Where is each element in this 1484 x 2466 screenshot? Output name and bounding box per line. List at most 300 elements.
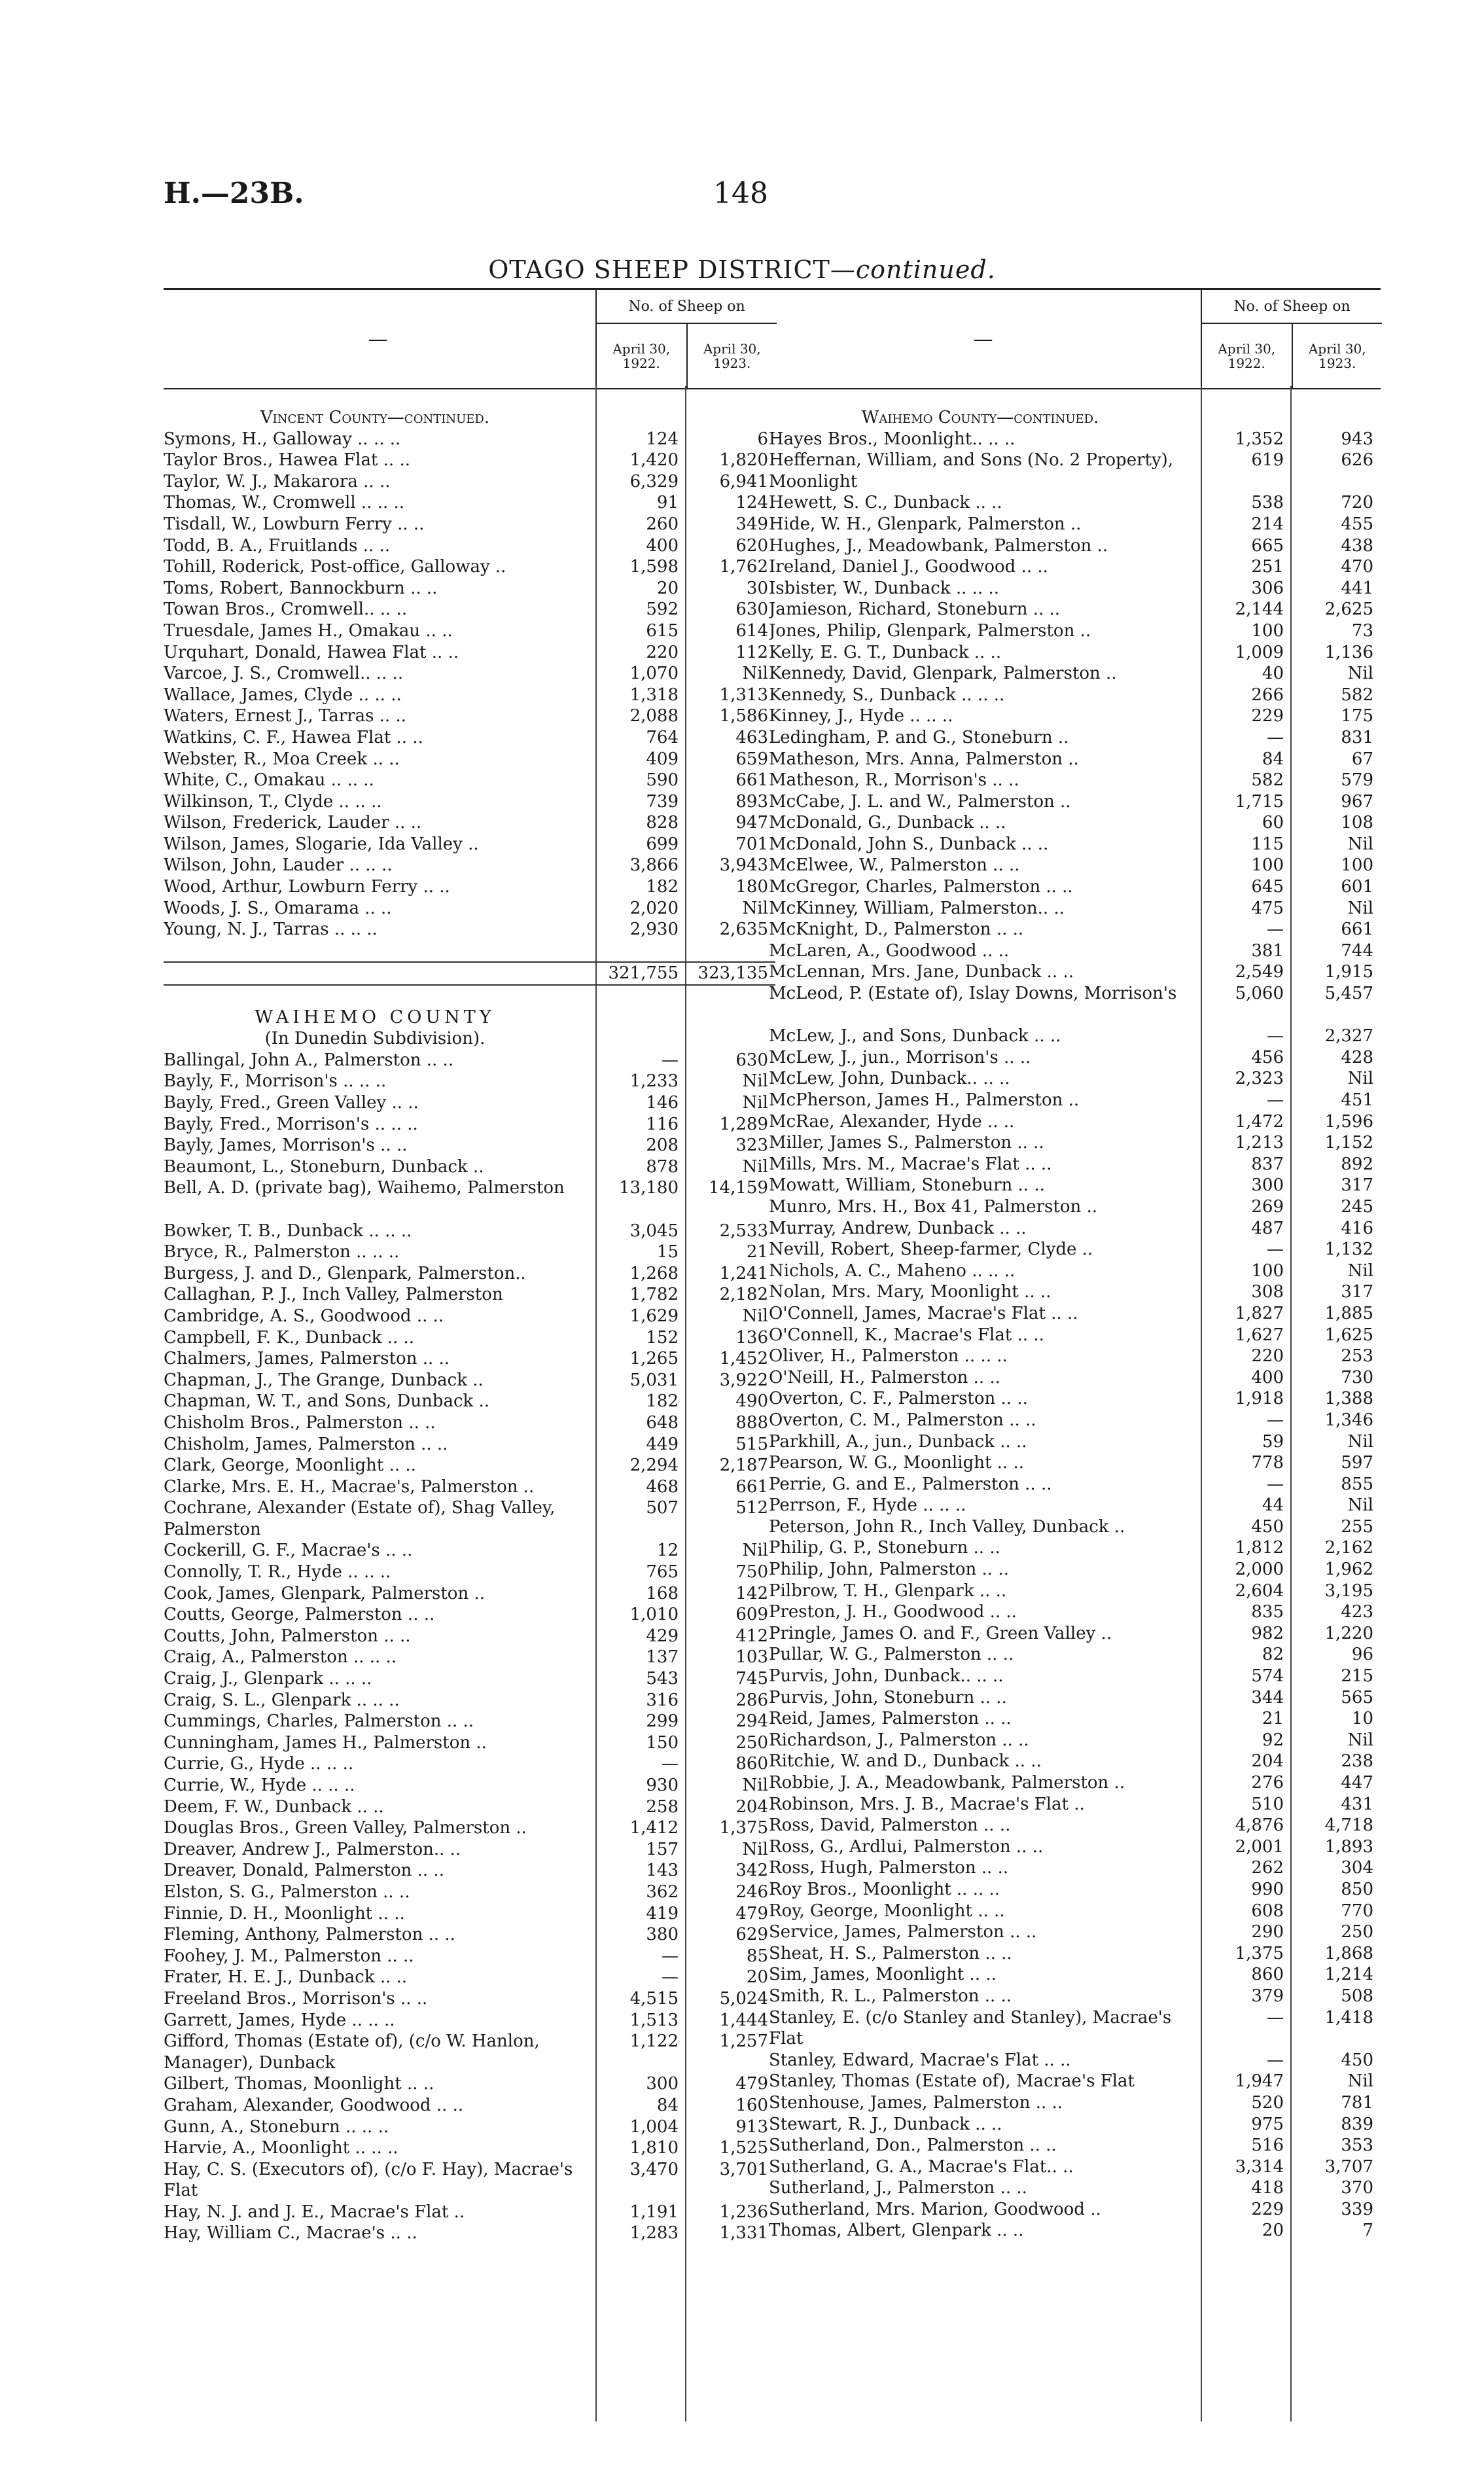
sheep-count-1922: 260 [646, 514, 679, 534]
table-row [164, 834, 775, 855]
sheep-count-1922: 381 [1251, 940, 1284, 961]
sheep-count-1923: 3,922 [719, 1370, 768, 1390]
sheep-count-1923: 245 [1341, 1196, 1373, 1217]
table-row [769, 1410, 1381, 1431]
sheep-count-1922: 1,627 [1235, 1325, 1284, 1345]
table-row [164, 1476, 775, 1498]
sheep-count-1923: Nil [1347, 1431, 1373, 1452]
table-row [769, 642, 1381, 664]
owner-name: Stanley, Thomas (Estate of), Macrae's Flat [769, 2071, 1135, 2092]
sheep-count-1923: 124 [735, 493, 768, 513]
owner-name: Nolan, Mrs. Mary, Moonlight .. .. [769, 1282, 1051, 1302]
table-row [769, 898, 1381, 920]
header-name-column: — [973, 327, 993, 351]
table-row [769, 1388, 1381, 1410]
sheep-count-1922: 645 [1251, 877, 1284, 897]
table-row [164, 1732, 775, 1754]
sheep-count-1922: 20 [656, 578, 679, 598]
table-row [164, 620, 775, 642]
sheep-count-1922: 1,918 [1235, 1389, 1284, 1409]
table-row [769, 556, 1381, 578]
sheep-count-1923 [685, 940, 775, 962]
section-heading [769, 407, 1381, 429]
sheep-count-1922: 1,010 [629, 1605, 679, 1625]
sheep-count-1922: 450 [1251, 1516, 1284, 1537]
sheep-count-1923: 1,962 [1324, 1560, 1373, 1580]
owner-name: Kelly, E. G. T., Dunback .. .. [769, 642, 1002, 662]
sheep-count-1923: 1,525 [719, 2138, 768, 2158]
sheep-count-1922: 2,000 [1235, 1560, 1284, 1580]
sheep-count-1922: 1,629 [629, 1306, 679, 1326]
sheep-count-1923: 317 [1341, 1175, 1373, 1196]
owner-name: Gunn, A., Stoneburn .. .. .. [164, 2117, 389, 2137]
owner-name: Bayly, Fred., Morrison's .. .. .. [164, 1114, 418, 1134]
sheep-count-1922: 276 [1251, 1773, 1284, 1793]
table-row [769, 983, 1381, 1026]
owner-name: Gilbert, Thomas, Moonlight .. .. [164, 2074, 434, 2094]
sheep-count-1923: 661 [1341, 920, 1373, 940]
owner-name: McDonald, John S., Dunback .. .. [769, 834, 1049, 854]
table-row [769, 1281, 1381, 1303]
table-row [164, 535, 775, 557]
header-sheep-group [1201, 290, 1382, 388]
owner-name: Urquhart, Donald, Hawea Flat .. .. [164, 642, 459, 662]
sheep-count-1923: 1,885 [1324, 1303, 1373, 1323]
table-row [769, 514, 1381, 535]
sheep-count-1923: Nil [1347, 898, 1373, 918]
table-row [769, 1303, 1381, 1325]
owner-name: Ledingham, P. and G., Stoneburn .. [769, 727, 1069, 747]
table-row [164, 749, 775, 770]
table-row [164, 642, 775, 664]
sheep-count-1923: 614 [735, 620, 768, 641]
table-row [769, 1239, 1381, 1260]
table-row [164, 492, 775, 514]
owner-name: Vincent County—continued. [260, 408, 490, 427]
sheep-count-1922: 251 [1251, 557, 1284, 577]
sheep-count-1922: 543 [646, 1669, 679, 1689]
sheep-count-1923: Nil [742, 1156, 768, 1177]
sheep-count-1923: 112 [735, 642, 768, 662]
sheep-count-1922: 878 [646, 1156, 679, 1177]
sheep-count-1922: 84 [1262, 749, 1284, 769]
sheep-count-1923: 246 [735, 1882, 768, 1902]
owner-name: Heffernan, William, and Sons (No. 2 Property), Moonlight [769, 450, 1174, 491]
left-table [164, 288, 775, 2421]
sheep-count-1922: 150 [646, 1732, 679, 1753]
sheep-count-1922: 21 [1262, 1709, 1284, 1729]
owner-name: Purvis, John, Stoneburn .. .. [769, 1687, 1007, 1707]
owner-name: Hide, W. H., Glenpark, Palmerston .. [769, 514, 1082, 534]
sheep-count-1922: 1,715 [1235, 791, 1284, 812]
owner-name: Peterson, John R., Inch Valley, Dunback .. [769, 1516, 1125, 1537]
sheep-count-1922: 520 [1251, 2092, 1284, 2113]
sheep-count-1923: Nil [742, 1839, 768, 1859]
owner-name: Smith, R. L., Palmerston .. .. [769, 1986, 1012, 2006]
owner-name: Cockerill, G. F., Macrae's .. .. [164, 1541, 413, 1561]
table-row [769, 1879, 1381, 1901]
sheep-count-1923: 6,941 [719, 471, 768, 491]
table-row [164, 706, 775, 727]
table-row [769, 727, 1381, 749]
owner-name: Dreaver, Donald, Palmerston .. .. [164, 1861, 444, 1881]
owner-name: Craig, S. L., Glenpark .. .. .. [164, 1690, 400, 1710]
owner-name: Waihemo County—continued. [861, 408, 1099, 427]
sheep-count-1923: 353 [1341, 2135, 1373, 2156]
table-row [164, 1946, 775, 1967]
table-row [164, 1882, 775, 1903]
sheep-count-1923: 323,135 [698, 963, 768, 984]
table-row [164, 1497, 775, 1540]
owner-name: Mowatt, William, Stoneburn .. .. [769, 1175, 1045, 1196]
sheep-count-1923: 339 [1341, 2199, 1373, 2219]
sheep-count-1922: 665 [1251, 535, 1284, 556]
table-row [164, 1327, 775, 1349]
owner-name: Garrett, James, Hyde .. .. .. [164, 2010, 395, 2030]
table-row [164, 1455, 775, 1476]
sheep-count-1922: 3,866 [629, 855, 679, 876]
sheep-count-1922: — [662, 1967, 679, 1988]
page-title [0, 255, 1484, 284]
table-row [164, 2073, 775, 2095]
sheep-count-1922: 1,513 [629, 2010, 679, 2030]
sheep-count-1923: 1,257 [719, 2031, 768, 2052]
sheep-count-1923: 1,452 [719, 1349, 768, 1369]
sheep-count-1923: 20 [746, 1967, 768, 1988]
sheep-count-1923 [685, 407, 775, 429]
table-row [164, 2031, 775, 2073]
sheep-count-1922: 1,318 [629, 685, 679, 705]
sheep-count-1923: 855 [1341, 1474, 1373, 1494]
owner-name: Hay, William C., Macrae's .. .. [164, 2223, 417, 2243]
owner-name: McLew, J., and Sons, Dunback .. .. [769, 1026, 1061, 1046]
sheep-count-1922: 418 [1251, 2178, 1284, 2198]
owner-name [164, 986, 595, 1007]
owner-name: Kinney, J., Hyde .. .. .. [769, 706, 953, 726]
sheep-count-1923: 1,418 [1324, 2007, 1373, 2028]
sheep-count-1923: 1,236 [719, 2202, 768, 2222]
sheep-count-1923: 455 [1341, 514, 1373, 534]
sheep-count-1923: 412 [735, 1626, 768, 1646]
table-row [769, 961, 1381, 983]
sheep-count-1922: 214 [1251, 514, 1284, 534]
owner-name: Coutts, John, Palmerston .. .. [164, 1626, 411, 1646]
sheep-count-1922: 574 [1251, 1666, 1284, 1687]
sheep-count-1923: 250 [1341, 1922, 1373, 1942]
sheep-count-1922: 419 [646, 1903, 679, 1923]
table-body [769, 407, 1381, 2242]
sheep-count-1923: 2,635 [719, 920, 768, 940]
sheep-count-1922: 475 [1251, 898, 1284, 918]
owner-name: Deem, F. W., Dunback .. .. [164, 1796, 384, 1817]
sheep-count-1923: 565 [1341, 1687, 1373, 1707]
sheep-count-1922: 608 [1251, 1901, 1284, 1921]
sheep-count-1923: 250 [735, 1732, 768, 1753]
sheep-count-1923: 508 [1341, 1986, 1373, 2006]
owner-name: Towan Bros., Cromwell.. .. .. [164, 599, 408, 620]
sheep-count-1922: 2,323 [1235, 1069, 1284, 1089]
sheep-count-1923: 238 [1341, 1751, 1373, 1772]
owner-name: White, C., Omakau .. .. .. [164, 770, 374, 791]
sheep-count-1922: — [1267, 1026, 1284, 1046]
table-row [164, 514, 775, 535]
sheep-count-1923: 1,762 [719, 557, 768, 577]
sheep-count-1923: 416 [1341, 1218, 1373, 1238]
table-row [164, 2202, 775, 2223]
sheep-count-1922: 84 [656, 2095, 679, 2115]
sheep-count-1922: 100 [1251, 620, 1284, 641]
table-row [164, 1135, 775, 1156]
sheep-count-1922 [595, 1007, 685, 1029]
sheep-count-1923: 2,182 [719, 1285, 768, 1305]
owner-name: Oliver, H., Palmerston .. .. .. [769, 1346, 1008, 1367]
sheep-count-1923: 423 [1341, 1602, 1373, 1622]
table-row [769, 429, 1381, 450]
sheep-count-1922: — [1267, 2050, 1284, 2070]
sheep-count-1923: 1,375 [719, 1818, 768, 1838]
owner-name: McLeod, P. (Estate of), Islay Downs, Morrison's [769, 984, 1177, 1004]
sheep-count-1922: 116 [646, 1114, 679, 1134]
sheep-count-1922: 1,782 [629, 1285, 679, 1305]
sheep-count-1922: 1,812 [1235, 1538, 1284, 1558]
owner-name: Overton, C. M., Palmerston .. .. [769, 1410, 1036, 1430]
owner-name: McLennan, Mrs. Jane, Dunback .. .. [769, 962, 1074, 982]
sheep-count-1922: 1,472 [1235, 1111, 1284, 1132]
table-row [769, 1154, 1381, 1175]
owner-name: Freeland Bros., Morrison's .. .. [164, 1988, 428, 2009]
table-row [769, 1452, 1381, 1474]
sheep-count-1922: — [1267, 920, 1284, 940]
sheep-count-1922: — [1267, 2007, 1284, 2028]
table-row [164, 1114, 775, 1135]
sheep-count-1923: 888 [735, 1412, 768, 1433]
owner-name: Tisdall, W., Lowburn Ferry .. .. [164, 514, 425, 534]
sheep-count-1922: 60 [1262, 813, 1284, 833]
sheep-count-1922: 487 [1251, 1218, 1284, 1238]
sheep-count-1922: 44 [1262, 1495, 1284, 1516]
sheep-count-1923: 108 [1341, 813, 1373, 833]
owner-name: Thomas, W., Cromwell .. .. .. [164, 493, 405, 513]
sheep-count-1922: 1,420 [629, 450, 679, 471]
sheep-count-1923: Nil [742, 664, 768, 684]
table-header [769, 288, 1381, 389]
sheep-count-1923: 175 [1341, 706, 1373, 726]
sheep-count-1923: 304 [1341, 1858, 1373, 1878]
sheep-count-1922: 1,810 [629, 2138, 679, 2158]
owner-name: Sutherland, Don., Palmerston .. .. [769, 2135, 1057, 2156]
table-row [769, 2007, 1381, 2050]
owner-name: Taylor Bros., Hawea Flat .. .. [164, 450, 410, 471]
table-row [769, 1601, 1381, 1623]
sheep-count-1923: Nil [1347, 1069, 1373, 1089]
sheep-count-1923: 180 [735, 877, 768, 897]
sheep-count-1922: 930 [646, 1776, 679, 1795]
owner-name: McLew, J., jun., Morrison's .. .. [769, 1047, 1031, 1067]
sheep-count-1922: 12 [656, 1541, 679, 1561]
owner-name: Finnie, D. H., Moonlight .. .. [164, 1903, 405, 1923]
sheep-count-1922: 1,122 [629, 2031, 679, 2052]
sheep-count-1923: 1,220 [1324, 1623, 1373, 1643]
owner-name: Chisholm Bros., Palmerston .. .. [164, 1412, 436, 1433]
sheep-count-1923: 441 [1341, 578, 1373, 598]
sheep-count-1923: 470 [1341, 557, 1373, 577]
table-row [164, 986, 775, 1007]
sheep-count-1923: 1,820 [719, 450, 768, 471]
table-row [164, 1668, 775, 1690]
sheep-count-1923: 7 [1362, 2221, 1373, 2241]
sheep-count-1922: 300 [1251, 1175, 1284, 1196]
owner-name: Philip, John, Palmerston .. .. [769, 1560, 1009, 1580]
table-row [164, 556, 775, 578]
table-row [769, 812, 1381, 834]
owner-name: Young, N. J., Tarras .. .. .. [164, 920, 378, 940]
table-row [769, 1815, 1381, 1836]
section-heading [164, 407, 775, 429]
table-row [164, 1711, 775, 1732]
owner-name: Mills, Mrs. M., Macrae's Flat .. .. [769, 1154, 1052, 1174]
sheep-count-1923: 463 [735, 727, 768, 747]
sheep-count-1922: 3,045 [629, 1221, 679, 1241]
sheep-count-1922: 507 [646, 1498, 679, 1518]
owner-name: O'Connell, K., Macrae's Flat .. .. [769, 1325, 1044, 1345]
sheep-count-1922: 1,009 [1235, 642, 1284, 662]
sheep-count-1922: 5,060 [1235, 984, 1284, 1004]
sheep-count-1922: 1,283 [629, 2223, 679, 2243]
table-row [769, 1367, 1381, 1389]
table-row [164, 578, 775, 599]
sheep-count-1922: 468 [646, 1476, 679, 1497]
sheep-count-1922: 4,515 [629, 1988, 679, 2009]
sheep-count-1922: 262 [1251, 1858, 1284, 1878]
header-group-label: No. of Sheep on [597, 290, 777, 324]
table-row [769, 1325, 1381, 1346]
sheep-count-1922: 306 [1251, 578, 1284, 598]
sheep-count-1923: 781 [1341, 2092, 1373, 2113]
table-row [769, 1730, 1381, 1751]
sheep-count-1922: 146 [646, 1093, 679, 1113]
owner-name: Ritchie, W. and D., Dunback .. .. [769, 1751, 1042, 1772]
sheep-count-1923: 490 [735, 1391, 768, 1412]
table-row [769, 1431, 1381, 1453]
sheep-count-1923: 661 [735, 1476, 768, 1497]
header-col-1923: April 30, 1923. [1308, 341, 1366, 371]
sheep-count-1922: 100 [1251, 855, 1284, 876]
page-header [0, 177, 1484, 284]
owner-name: Stenhouse, James, Palmerston .. .. [769, 2092, 1063, 2113]
table-row [769, 940, 1381, 962]
table-row [769, 1666, 1381, 1687]
table-row [769, 1175, 1381, 1196]
sheep-count-1922: 1,598 [629, 557, 679, 577]
owner-name: Wood, Arthur, Lowburn Ferry .. .. [164, 877, 450, 897]
sheep-count-1922: 835 [1251, 1602, 1284, 1622]
sheep-count-1922: 400 [646, 535, 679, 556]
table-row [164, 1177, 775, 1220]
table-row [769, 1090, 1381, 1111]
sheep-count-1922: 2,020 [629, 898, 679, 918]
owner-name: McGregor, Charles, Palmerston .. .. [769, 877, 1073, 897]
table-row [164, 1903, 775, 1925]
owner-name: Sheat, H. S., Palmerston .. .. [769, 1943, 1012, 1963]
table-row [164, 1391, 775, 1412]
sheep-count-1922: 860 [1251, 1965, 1284, 1985]
owner-name: Bell, A. D. (private bag), Waihemo, Palmerston [164, 1178, 565, 1198]
sheep-count-1922: 2,001 [1235, 1836, 1284, 1857]
owner-name: Craig, A., Palmerston .. .. .. [164, 1647, 397, 1668]
owner-name: Sutherland, G. A., Macrae's Flat.. .. [769, 2156, 1074, 2177]
owner-name: Nichols, A. C., Maheno .. .. .. [769, 1260, 1016, 1281]
owner-name: Bayly, James, Morrison's .. .. [164, 1135, 408, 1156]
sheep-count-1923: 3,707 [1324, 2156, 1373, 2177]
owner-name: Clark, George, Moonlight .. .. [164, 1456, 416, 1476]
owner-name: Pullar, W. G., Palmerston .. .. [769, 1645, 1014, 1665]
sheep-count-1923: 1,214 [1324, 1965, 1373, 1985]
owner-name: Reid, James, Palmerston .. .. [769, 1709, 1012, 1729]
owner-name: Dreaver, Andrew J., Palmerston.. .. [164, 1839, 461, 1859]
sheep-count-1923: 512 [735, 1498, 768, 1518]
owner-name: Gifford, Thomas (Estate of), (c/o W. Hanlon, Manager), Dunback [164, 2031, 540, 2073]
sheep-count-1922: — [1267, 1474, 1284, 1494]
owner-name: Graham, Alexander, Goodwood .. .. [164, 2095, 464, 2115]
sheep-count-1922: 362 [646, 1882, 679, 1902]
owner-name: Robbie, J. A., Meadowbank, Palmerston .. [769, 1773, 1125, 1793]
sheep-count-1923: 286 [735, 1690, 768, 1710]
sheep-count-1922: 828 [646, 813, 679, 833]
sheep-count-1923: 626 [1341, 450, 1373, 471]
sheep-count-1922: — [662, 1050, 679, 1070]
table-row [769, 599, 1381, 620]
sheep-count-1922: 182 [646, 1391, 679, 1412]
owner-name: Pilbrow, T. H., Glenpark .. .. [769, 1581, 1007, 1601]
sheep-count-1922: — [1267, 1240, 1284, 1260]
owner-name: O'Neill, H., Palmerston .. .. [769, 1367, 1000, 1387]
sheep-count-1923: 317 [1341, 1282, 1373, 1302]
owner-name: McRae, Alexander, Hyde .. .. [769, 1111, 1015, 1132]
sheep-count-1922: 538 [1251, 493, 1284, 513]
table-row [164, 450, 775, 471]
table-row [164, 1092, 775, 1114]
table-row [769, 1964, 1381, 1986]
table-row [164, 1988, 775, 2010]
table-row [769, 2092, 1381, 2114]
table-row [164, 940, 775, 962]
table-row [164, 1647, 775, 1668]
sheep-count-1922 [595, 407, 685, 429]
table-row [769, 1474, 1381, 1495]
sheep-count-1922: 40 [1262, 664, 1284, 684]
owner-name: Sim, James, Moonlight .. .. [769, 1965, 997, 1985]
owner-name: Callaghan, P. J., Inch Valley, Palmerston [164, 1285, 503, 1305]
table-row [769, 1857, 1381, 1879]
table-row [769, 706, 1381, 727]
sheep-count-1923: 1,915 [1324, 962, 1373, 982]
table-row [769, 834, 1381, 855]
owner-name: Cunningham, James H., Palmerston .. [164, 1732, 487, 1753]
sheep-count-1923: 21 [746, 1242, 768, 1262]
sheep-count-1922: 229 [1251, 706, 1284, 726]
owner-name: Matheson, R., Morrison's .. .. [769, 770, 1019, 791]
sheep-count-1922: 699 [646, 834, 679, 854]
sheep-count-1923: 630 [735, 599, 768, 620]
sheep-count-1922: 2,604 [1235, 1581, 1284, 1601]
sheep-count-1923: 860 [735, 1754, 768, 1774]
header-col-1922: April 30, 1922. [597, 324, 688, 388]
owner-name: Miller, James S., Palmerston .. .. [769, 1133, 1044, 1153]
table-row [769, 1772, 1381, 1794]
sheep-count-1923: 943 [1341, 429, 1373, 449]
sheep-count-1923: 745 [735, 1669, 768, 1689]
section-heading [164, 1028, 775, 1050]
